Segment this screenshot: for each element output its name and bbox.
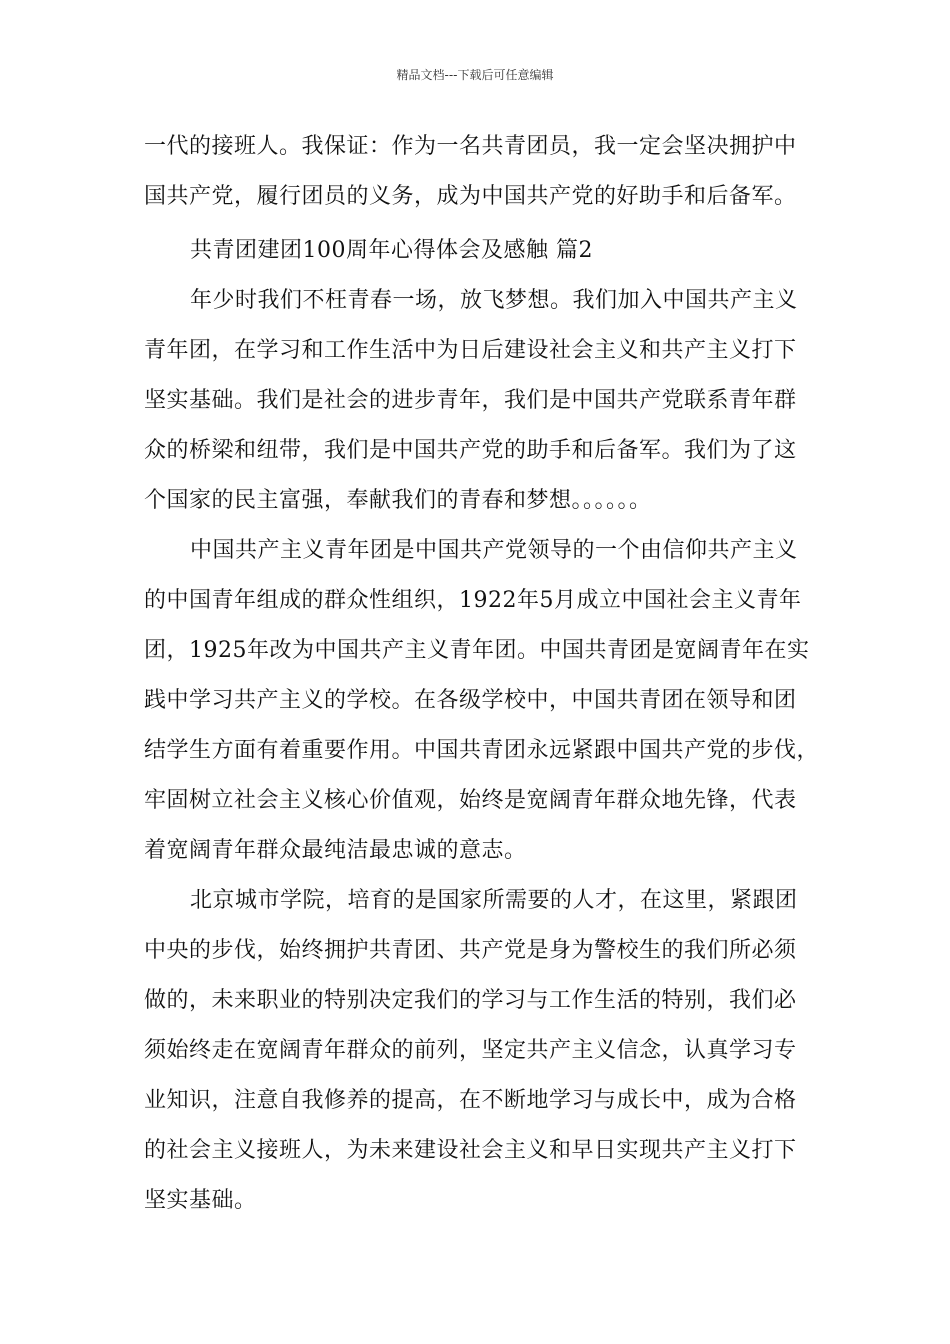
text-line: 着宽阔青年群众最纯洁最忠诚的意志。: [144, 838, 527, 863]
text-line: 一代的接班人。我保证：作为一名共青团员，我一定会坚决拥护中: [144, 134, 797, 159]
section-heading: 共青团建团100周年心得体会及感触 篇2: [190, 238, 593, 263]
text-line: 年少时我们不枉青春一场，放飞梦想。我们加入中国共产主义: [190, 288, 798, 313]
text-line: 须始终走在宽阔青年群众的前列，坚定共产主义信念，认真学习专: [144, 1038, 797, 1063]
text-line: 业知识，注意自我修养的提高，在不断地学习与成长中，成为合格: [144, 1088, 797, 1113]
text-line: 团，1925年改为中国共产主义青年团。中国共青团是宽阔青年在实: [144, 638, 810, 663]
text-line: 的社会主义接班人，为未来建设社会主义和早日实现共产主义打下: [144, 1138, 797, 1163]
text-line: 众的桥梁和纽带，我们是中国共产党的助手和后备军。我们为了这: [144, 438, 797, 463]
text-line: 坚实基础。: [144, 1188, 257, 1213]
text-line: 中央的步伐，始终拥护共青团、共产党是身为警校生的我们所必须: [144, 938, 797, 963]
text-line: 牢固树立社会主义核心价值观，始终是宽阔青年群众地先锋，代表: [144, 788, 797, 813]
text-line: 做的，未来职业的特别决定我们的学习与工作生活的特别，我们必: [144, 988, 797, 1013]
text-line: 的中国青年组成的群众性组织，1922年5月成立中国社会主义青年: [144, 588, 802, 613]
text-line: 中国共产主义青年团是中国共产党领导的一个由信仰共产主义: [190, 538, 798, 563]
text-line: 国共产党，履行团员的义务，成为中国共产党的好助手和后备军。: [144, 184, 797, 209]
text-line: 践中学习共产主义的学校。在各级学校中，中国共青团在领导和团: [144, 688, 797, 713]
text-line: 北京城市学院，培育的是国家所需要的人才，在这里，紧跟团: [190, 888, 798, 913]
text-line: 结学生方面有着重要作用。中国共青团永远紧跟中国共产党的步伐，: [144, 738, 820, 763]
page-header: 精品文档---下载后可任意编辑: [396, 68, 554, 82]
text-line: 青年团，在学习和工作生活中为日后建设社会主义和共产主义打下: [144, 338, 797, 363]
text-line: 坚实基础。我们是社会的进步青年，我们是中国共产党联系青年群: [144, 388, 797, 413]
text-line: 个国家的民主富强，奉献我们的青春和梦想。。。。。。: [144, 488, 652, 513]
